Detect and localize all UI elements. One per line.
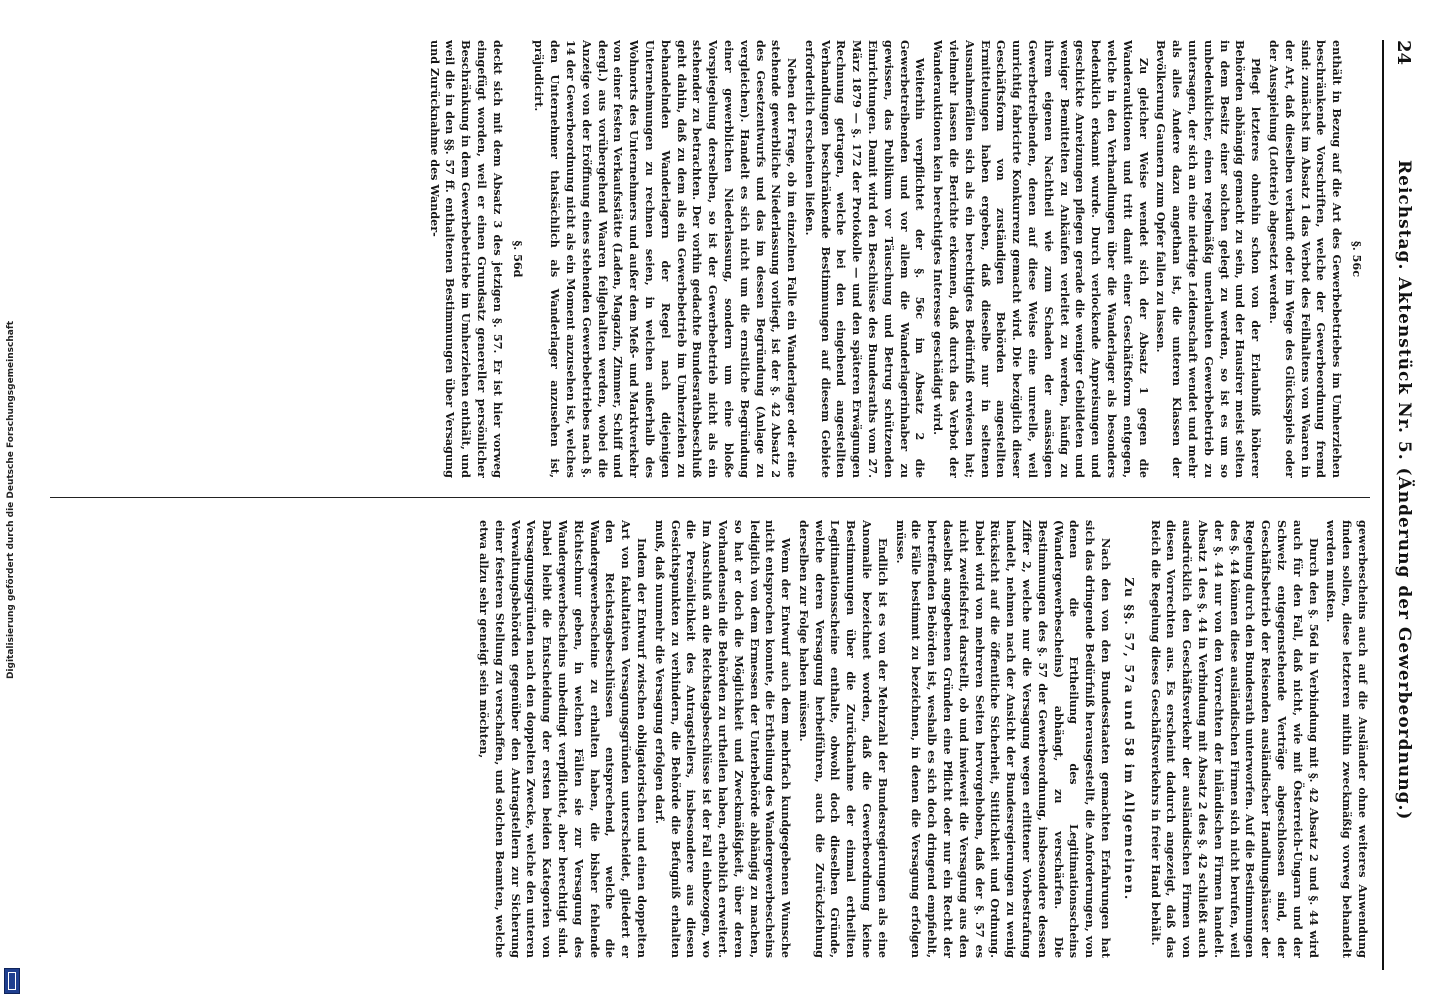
digitization-credit-text: Digitalisierung gefördert durch die Deutsche Forschungsgemeinschaft — [6, 320, 16, 680]
digitization-note — [0, 0, 22, 1000]
paragraph: Nach den von den Bundesstaaten gemachten Erfahrungen hat sich das dringende Bedürfniß herausgestellt, die Anforderungen, von denen die Ertheilung des Legitimationsscheins (Wandergewerbescheins) abhängt, zu verschärfen. Die Bestimmungen des §. 57 der Gewerbeordnung, insbesondere dessen Ziffer 2, welche nur die Versagung wegen erlittener Vorbestrafung handelt, nehmen nach der Ansicht der Bundesregierungen zu wenig Rücksicht auf die öffentliche Sicherheit, Sittlichkeit und Ordnung. Dabei wird von mehreren Seiten hervorgehoben, daß der §. 57 es nicht zweifelsfrei darstellt, ob und inwieweit die Versagung aus den daselbst angegebenen Gründen eine Pflicht oder nur ein Recht der betreffenden Behörden ist, weshalb es sich doch dringend empfiehlt, die Fälle bestimmt zu bezeichnen, in denen die Versagung erfolgen müsse. — [893, 520, 1114, 958]
rotated-page-content — [24, 0, 1432, 1000]
right-column — [50, 520, 1370, 958]
page-header — [1382, 40, 1418, 970]
paragraph: Pflegt letzteres ohnehin schon von der Erlaubniß höherer Behörden abhängig gemacht zu sein, und der Hausirer meist selten in dem Besitz einer solchen gelegt zu werden, so ist es um so unbedenklicher, einen regelmäßig unerlaubten Gewerbebetrieb zu untersagen, der sich an eine niedrige Leidenschaft wendet und mehr als alles Andere dazu angethan ist, die unteren Klassen der Bevölkerung Gaunern zum Opfer fallen zu lassen. — [1154, 40, 1264, 478]
section-marker-56c: §. 56c — [1350, 240, 1364, 278]
left-column — [50, 40, 1370, 478]
paragraph: Neben der Frage, ob im einzelnen Falle ein Wanderlager oder eine stehende gewerbliche Niederlassung vorliegt, ist der §. 42 Absatz 2 des Gesetzentwurfs und das im dessen Begründung (Anlage zu vergleichen). Handelt es sich nicht um die ernstliche Begründung einer gewerblichen Niederlassung, sondern um eine bloße Vorspiegelung derselben, so ist der Gewerbebetrieb nicht als ein stehender zu betrachten. Der vorhin gedachte Bundesrathsbeschluß geht dahin, daß zu dem als ein Gewerbebetrieb im Umherziehen zu behandelnden Wanderlagern der Regel nach diejenigen Unternehmungen zu rechnen seien, in welchen außerhalb des Wohnorts des Unternehmers und außer dem Meß- und Marktverkehr von einer festen Verkaufsstätte (Laden, Magazin, Zimmer, Schiff und dergl.) aus vorübergehend Waaren feilgehalten werden, wobei die Anzeige von der Eröffnung eines stehenden Gewerbebetriebes nach §. 14 der Gewerbeordnung nicht als ein Moment anzusehen ist, welches den Unternehmer thatsächlich als Wanderlager anzusehen ist, präjudicirt. — [532, 40, 800, 478]
paragraph: Wenn der Entwurf auch dem mehrfach kundgegebenen Wunsche nicht entsprochen konnte, die Ertheilung des Wandergewerbescheins lediglich von dem Ermessen der Unterbehörde abhängig zu machen, so hat er doch die Möglichkeit und Zweckmäßigkeit, über deren Vorhandensein die Behörden zu urtheilen haben, erheblich erweitert. Im Anschluß an die Reichstagsbeschlüsse ist der Fall einbezogen, wo die Persönlichkeit des Antragstellers, insbesondere aus diesen Gesichtspunkten zu verhindern, die Behörde die Befugniß erhalten muß, daß nunmehr die Versagung erfolgen darf. — [652, 520, 794, 958]
page-number: 24 — [1393, 40, 1414, 66]
section-heading: Zu §§. 57, 57a und 58 im Allgemeinen. — [1121, 577, 1137, 901]
paragraph: Weiterhin verpflichtet der §. 56c im Absatz 2 die Gewerbetreibenden und vor allem die Wanderlagerinhaber zu gewissen, das Publikum vor Täuschung und Betrug schützenden Einrichtungen. Damit wird den Beschlüsse des Bundesraths vom 27. März 1879 — §. 172 der Protokolle — und den späteren Erwägungen Rechnung getragen, welche bei den eingehend angestellten Verhandlungen beschränkende Bestimmungen auf diesem Gebiete erforderlich erscheinen ließen. — [802, 40, 928, 478]
paragraph: Durch den §. 56d in Verbindung mit §. 42 Absatz 2 und §. 44 wird auch für den Fall, daß nicht, wie mit Österreich-Ungarn und der Schweiz entgegenstehende Verträge abgeschlossen sind, der Geschäftsbetrieb der Reisenden ausländischer Handlungshäuser der Regelung durch den Bundesrath unterworfen. Auf die Bestimmungen des §. 44 können diese ausländischen Firmen sich nicht berufen, weil der §. 44 nur von den Vorrechten der inländischen Firmen handelt. Absatz 1 des §. 44 in Verbindung mit Absatz 2 des §. 42 schließt auch ausdrücklich den Geschäftsverkehr der ausländischen Firmen von diesen Vorrechten aus. Es erscheint dadurch angezeigt, daß das Reich die Regelung dieses Geschäftsverkehrs in freier Hand behält. — [1148, 520, 1321, 958]
running-head: Reichstag. Aktenstück Nr. 5. (Änderung der Gewerbeordnung.) — [1394, 160, 1414, 821]
scanned-page — [24, 0, 1432, 1000]
paragraph: deckt sich mit dem Absatz 3 des jetzigen §. 57. Er ist hier vorweg eingefügt worden, weil er einen Grundsatz genereller persönlicher Beschränkung in dem Gewerbebetriebe im Umherziehen enthält, und weil die in den §§. 57 ff. enthaltenen Bestimmungen über Versagung und Zurücknahme des Wander- — [427, 40, 505, 478]
paragraph: Endlich ist es von der Mehrzahl der Bundesregierungen als eine Anomalie bezeichnet worden, daß die Gewerbeordnung keine Bestimmungen über die Zurücknahme der einmal ertheilten Legitimationsscheine enthalte, obwohl doch dieselben Gründe, welche deren Versagung herbeiführen, auch die Zurückziehung derselben zur Folge haben müssen. — [796, 520, 890, 958]
section-marker-56d: §. 56d — [510, 240, 525, 278]
paragraph: Zu gleicher Weise wendet sich der Absatz 1 gegen die Wanderauktionen und tritt damit einer Geschäftsform entgegen, welche in den Verhandlungen über die Wanderlager als besonders bedenklich erkannt wurde. Durch verlockende Anpreisungen und geschickte Anreizungen pflegen gerade die weniger Gebildeten und weniger Bemittelten zu Ankäufen verleitet zu werden, häufig zu ihrem eigenen Nachtheil wie zum Schaden der ansässigen Gewerbetreibenden, denen auf diese Weise eine unreelle, weil unrichtig fabricirte Konkurrenz gemacht wird. Die bezüglich dieser Geschäftsform von zuständigen Behörden angestellten Ermittelungen haben ergeben, daß dieselbe nur in seltenen Ausnahmefällen sich als ein berechtigtes Bedürfniß erwiesen hat; vielmehr lassen die Berichte erkennen, daß durch das Verbot der Wanderauktionen kein berechtigtes Interesse geschädigt wird. — [931, 40, 1151, 478]
paragraph: gewerbescheins auch auf die Ausländer ohne weiteres Anwendung finden sollen, diese letzteren mithin zweckmäßig vorweg behandelt werden mußten. — [1324, 520, 1370, 958]
paragraph: enthält in Bezug auf die Art des Gewerbebetriebes im Umherziehen beschränkende Vorschriften, welche der Gewerbeordnung fremd sind: zunächst im Absatz 1 das Verbot des Feilhaltens von Waaren in der Art, daß dieselben verkauft oder im Wege des Glücksspiels oder der Ausspielung (Lotterie) abgesetzt werden. — [1267, 40, 1345, 478]
dfg-logo-icon — [4, 968, 20, 994]
column-divider — [50, 497, 1370, 498]
paragraph: Indem der Entwurf zwischen obligatorischen und einen doppelten Art von fakultativen Versagungsgründen unterscheidet, gliedert er den Reichstagsbeschlüssen entsprechend, welche die Wandergewerbescheine zu erhalten haben, die bisher fehlende Richtschnur geben, in welchen Fällen sie zur Versagung des Wandergewerbescheins unbedingt verpflichtet, aber berechtigt sind. Dabei bleibt die Entscheidung der ersten beiden Kategorien von Versagungsgründen nach den doppelten Zwecke, welche den unteren Verwaltungsbehörden gegenüber den Antragstellern zur Sicherung einer festeren Stellung zu verschaffen, und solchen Beamten, welche etwa allzu sehr geneigt sein möchten, — [476, 520, 649, 958]
